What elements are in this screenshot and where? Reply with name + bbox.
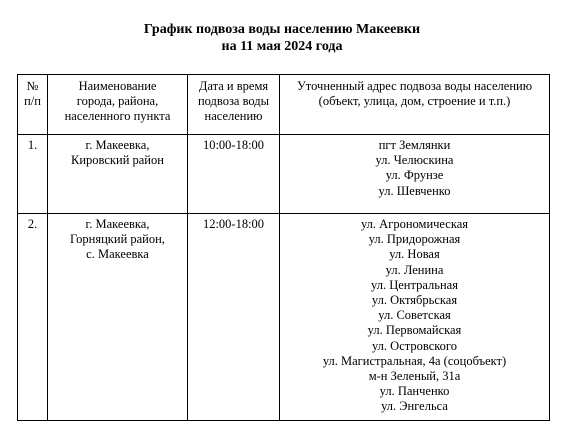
place-line: г. Макеевка, (85, 138, 150, 152)
header-place-line: Наименование (78, 79, 157, 93)
address-item: ул. Энгельса (381, 399, 448, 414)
row-time: 10:00-18:00 (188, 135, 280, 214)
table-row (18, 214, 550, 421)
header-num (18, 75, 48, 135)
header-time (188, 75, 280, 135)
header-time-line: Дата и время (198, 79, 269, 93)
table-header-row (18, 75, 550, 135)
water-schedule-table (17, 74, 550, 421)
address-item: ул. Советская (378, 308, 451, 323)
row-addresses (280, 135, 550, 214)
address-item: ул. Ленина (385, 262, 444, 277)
row-place (48, 214, 188, 421)
place-line: с. Макеевка (86, 247, 149, 262)
header-address (280, 75, 550, 135)
header-place-line: города, района, (76, 94, 159, 109)
address-item: м-н Зеленый, 31а (368, 369, 461, 384)
place-line: г. Макеевка, (85, 217, 150, 231)
row-number: 2. (18, 214, 48, 421)
row-place (48, 135, 188, 214)
header-time-line: подвоза воды (197, 94, 270, 109)
table-row (18, 135, 550, 214)
header-address-line: Уточненный адрес подвоза воды населению (296, 79, 533, 93)
address-item: ул. Первомайская (367, 323, 462, 338)
header-address-line: (объект, улица, дом, строение и т.п.) (318, 94, 511, 109)
document-title: График подвоза воды населению Макеевки (143, 22, 421, 37)
address-item: ул. Челюскина (375, 153, 454, 168)
row-addresses (280, 214, 550, 421)
row-time: 12:00-18:00 (188, 214, 280, 421)
document-subtitle: на 11 мая 2024 года (221, 39, 343, 54)
address-item: ул. Шевченко (378, 183, 451, 198)
address-item: ул. Новая (389, 247, 440, 262)
place-line: Горняцкий район, (70, 232, 165, 247)
header-place-line: населенного пункта (64, 109, 171, 124)
address-item: пгт Землянки (378, 138, 451, 152)
header-place (48, 75, 188, 135)
address-item: ул. Центральная (371, 277, 458, 292)
row-number: 1. (18, 135, 48, 214)
address-item: ул. Островского (371, 338, 457, 353)
address-item: ул. Придорожная (368, 232, 461, 247)
place-line: Кировский район (71, 153, 164, 168)
header-num-line: п/п (24, 94, 41, 109)
address-item: ул. Агрономическая (360, 217, 469, 231)
address-item: ул. Магистральная, 4а (соцобъект) (322, 353, 507, 368)
address-item: ул. Октябрьская (371, 293, 458, 308)
header-time-line: населению (204, 109, 263, 124)
header-num-line: № (26, 79, 39, 93)
address-item: ул. Панченко (379, 384, 450, 399)
address-item: ул. Фрунзе (385, 168, 444, 183)
